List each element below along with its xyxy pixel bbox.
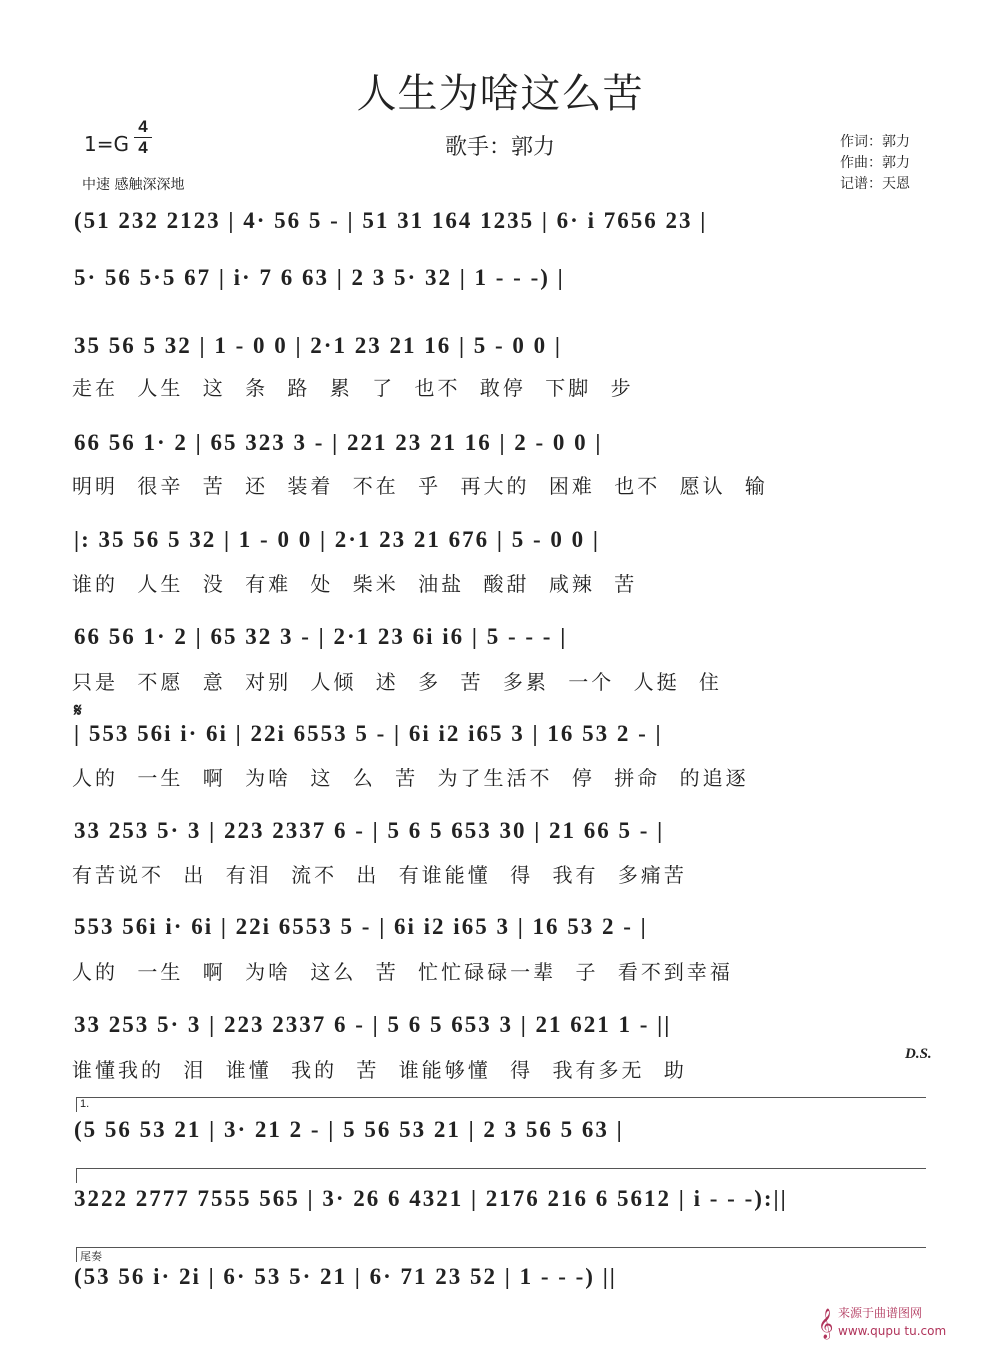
lyrics-row-3: 走在 人生 这 条 路 累 了 也不 敢停 下脚 步 — [72, 376, 634, 400]
lyrics-row-8: 有苦说不 出 有泪 流不 出 有谁能懂 得 我有 多痛苦 — [72, 863, 687, 887]
time-signature — [134, 118, 152, 157]
notation-row-5: |: 35 56 5 32 | 1 - 0 0 | 2·1 23 21 676 | 5 - 0 0 | — [74, 527, 600, 552]
lyrics-row-10: 谁懂我的 泪 谁懂 我的 苦 谁能够懂 得 我有多无 助 — [72, 1058, 687, 1082]
lyrics-row-4: 明明 很辛 苦 还 装着 不在 乎 再大的 困难 也不 愿认 输 — [72, 474, 768, 498]
singer-label: 歌手：郭力 — [444, 135, 555, 160]
treble-clef-icon: 𝄞 — [818, 1308, 834, 1338]
notation-row-9: 553 56i i· 6i | 22i 6553 5 - | 6i i2 i65 3 | 16 53 2 - | — [74, 914, 648, 939]
notation-row-12: 3222 2777 7555 565 | 3· 26 6 4321 | 2176 216 6 5612 | i - - -):|| — [74, 1186, 788, 1211]
lyrics-row-5: 谁的 人生 没 有难 处 柴米 油盐 酸甜 咸辣 苦 — [72, 572, 638, 596]
watermark — [838, 1304, 946, 1340]
lyricist-credit: 作词：郭力 — [840, 134, 910, 150]
watermark-line-1: 来源于曲谱图网 — [838, 1306, 923, 1320]
transcriber-credit: 记谱：天恩 — [840, 176, 910, 192]
time-signature-bottom: 4 — [138, 138, 148, 157]
notation-row-1: (51 232 2123 | 4· 56 5 - | 51 31 164 1235 | 6· i 7656 23 | — [74, 208, 708, 233]
page-title: 人生为啥这么苦 — [356, 71, 644, 117]
first-ending-bracket: 1. — [76, 1097, 926, 1112]
coda-bracket: 尾奏 — [76, 1247, 926, 1262]
tempo-marking: 中速 感触深深地 — [82, 177, 185, 193]
lyrics-row-9: 人的 一生 啊 为啥 这么 苦 忙忙碌碌一辈 子 看不到幸福 — [72, 960, 733, 984]
notation-row-8: 33 253 5· 3 | 223 2337 6 - | 5 6 5 653 30 | 21 66 5 - | — [74, 818, 665, 843]
notation-row-13: (53 56 i· 2i | 6· 53 5· 21 | 6· 71 23 52 | 1 - - -) || — [74, 1264, 617, 1289]
notation-row-3: 35 56 5 32 | 1 - 0 0 | 2·1 23 21 16 | 5 - 0 0 | — [74, 333, 562, 358]
watermark-line-2: www.qupu tu.com — [838, 1324, 947, 1338]
notation-row-2: 5· 56 5·5 67 | i· 7 6 63 | 2 3 5· 32 | 1 - - -) | — [74, 265, 565, 290]
repeat-bracket — [76, 1168, 926, 1183]
lyrics-row-7: 人的 一生 啊 为啥 这 么 苦 为了生活不 停 拼命 的追逐 — [72, 766, 749, 790]
composer-credit: 作曲：郭力 — [840, 155, 910, 171]
notation-row-7: | 553 56i i· 6i | 22i 6553 5 - | 6i i2 i65 3 | 16 53 2 - | — [74, 721, 663, 746]
credits — [840, 132, 910, 195]
notation-row-10: 33 253 5· 3 | 223 2337 6 - | 5 6 5 653 3 | 21 621 1 - || — [74, 1012, 672, 1037]
notation-row-6: 66 56 1· 2 | 65 32 3 - | 2·1 23 6i i6 | 5 - - - | — [74, 624, 568, 649]
lyrics-row-6: 只是 不愿 意 对别 人倾 述 多 苦 多累 一个 人挺 住 — [72, 670, 722, 694]
time-signature-top: 4 — [138, 117, 148, 136]
notation-row-11: (5 56 53 21 | 3· 21 2 - | 5 56 53 21 | 2 3 56 5 63 | — [74, 1117, 624, 1142]
notation-row-4: 66 56 1· 2 | 65 323 3 - | 221 23 21 16 | 2 - 0 0 | — [74, 430, 603, 455]
ds-marking: D.S. — [905, 1046, 932, 1062]
segno-sign: 𝄋 — [74, 700, 82, 720]
key-signature: 1=G — [84, 132, 129, 156]
